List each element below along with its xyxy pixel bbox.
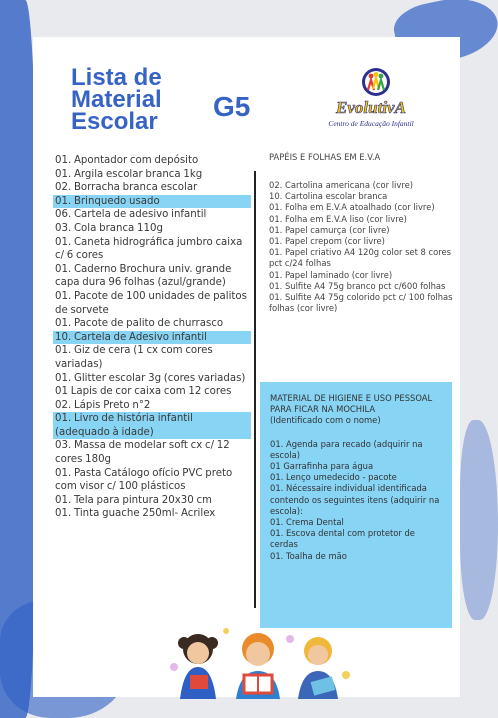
material-list-item: 01. Caderno Brochura univ. grande capa dura 96 folhas (azul/grande) bbox=[55, 263, 232, 289]
hygiene-list-item: 01. Lenço umedecido - pacote bbox=[270, 472, 397, 483]
material-list-item: 01. Brinquedo usado bbox=[53, 195, 251, 209]
hygiene-list-item: 01. Nécessaire individual identificada contendo os seguintes itens (adquirir na escola): bbox=[270, 483, 440, 516]
papers-heading: PAPÉIS E FOLHAS EM E.V.A bbox=[269, 152, 381, 162]
hygiene-list-item: 01 Garrafinha para água bbox=[270, 461, 374, 472]
hygiene-heading: MATERIAL DE HIGIENE E USO PESSOAL PARA FICAR NA MOCHILA bbox=[270, 393, 433, 415]
logo-name: EvolutivA bbox=[336, 98, 406, 117]
material-list-item: 01 Lapis de cor caixa com 12 cores bbox=[55, 386, 232, 398]
material-list-item: 01. Tela para pintura 20x30 cm bbox=[55, 494, 212, 506]
hygiene-section bbox=[260, 382, 452, 628]
material-list-item: 01. Tinta guache 250ml- Acrilex bbox=[55, 508, 216, 520]
page-title: Lista de Material Escolar bbox=[71, 64, 162, 135]
school-logo bbox=[311, 67, 431, 137]
material-list-item: 02. Borracha branca escolar bbox=[55, 182, 198, 194]
paper-list-item: 01. Folha em E.V.A liso (cor livre) bbox=[269, 213, 407, 224]
papers-section bbox=[269, 152, 455, 314]
paper-list-item: 01. Papel camurça (cor livre) bbox=[269, 224, 390, 235]
paper-list-item: 01. Papel criativo A4 120g color set 8 cores pct c/24 folhas bbox=[269, 247, 452, 269]
children-logo-icon bbox=[361, 67, 391, 97]
hygiene-list-item: 01. Escova dental com protetor de cerdas bbox=[270, 528, 415, 550]
hygiene-list-item: 01. Agenda para recado (adquirir na escola) bbox=[270, 438, 423, 460]
paper-list-item: 01. Papel laminado (cor livre) bbox=[269, 269, 393, 280]
paper-list-item: 10. Cartolina escolar branca bbox=[269, 191, 388, 202]
material-list-item: 02. Lápis Preto n°2 bbox=[55, 399, 151, 411]
grade-label: G5 bbox=[213, 91, 251, 122]
material-list-item: 01. Argila escolar branca 1kg bbox=[55, 168, 203, 180]
material-list-item: 01. Livro de história infantil (adequado à idade) bbox=[53, 412, 251, 439]
hygiene-subheading: (Identificado com o nome) bbox=[270, 415, 381, 426]
hygiene-list bbox=[270, 439, 443, 562]
material-list-item: 03. Massa de modelar soft cx c/ 12 cores 180g bbox=[55, 440, 230, 466]
material-list-item: 01. Pacote de palito de churrasco bbox=[55, 318, 224, 330]
paper-list-item: 01. Sulfite A4 75g colorido pct c/ 100 folhas folhas (cor livre) bbox=[269, 292, 453, 314]
paper-list-item: 01. Folha em E.V.A atoalhado (cor livre) bbox=[269, 202, 435, 213]
logo-subtitle: Centro de Educação Infantil bbox=[328, 119, 414, 128]
hygiene-list-item: 01. Toalha de mão bbox=[270, 550, 347, 561]
material-list-item: 06. Cartela de adesivo infantil bbox=[55, 209, 207, 221]
material-list-item: 01. Giz de cera (1 cx com cores variadas) bbox=[55, 345, 213, 370]
material-list-item: 01. Pacote de 100 unidades de palitos de sorvete bbox=[55, 290, 247, 316]
column-divider bbox=[254, 171, 256, 608]
material-list-item: 03. Cola branca 110g bbox=[55, 222, 163, 234]
papers-list bbox=[269, 180, 455, 314]
material-list-card bbox=[33, 37, 460, 697]
paper-list-item: 01. Papel crepom (cor livre) bbox=[269, 236, 385, 247]
background-brush-stroke bbox=[460, 420, 498, 620]
material-list-item: 01. Pasta Catálogo ofício PVC preto com visor c/ 100 plásticos bbox=[55, 467, 233, 493]
material-list-item: 10. Cartela de Adesivo infantil bbox=[53, 331, 251, 345]
material-list-item: 01. Glitter escolar 3g (cores variadas) bbox=[55, 372, 246, 384]
children-reading-illustration bbox=[166, 619, 351, 701]
hygiene-list-item: 01. Crema Dental bbox=[270, 517, 344, 528]
paper-list-item: 02. Cartolina americana (cor livre) bbox=[269, 180, 414, 190]
material-list-item: 01. Caneta hidrográfica jumbro caixa c/ 6 cores bbox=[55, 236, 243, 262]
paper-list-item: 01. Sulfite A4 75g branco pct c/600 folhas bbox=[269, 280, 446, 291]
general-materials-list bbox=[53, 154, 251, 521]
material-list-item: 01. Apontador com depósito bbox=[55, 155, 199, 166]
